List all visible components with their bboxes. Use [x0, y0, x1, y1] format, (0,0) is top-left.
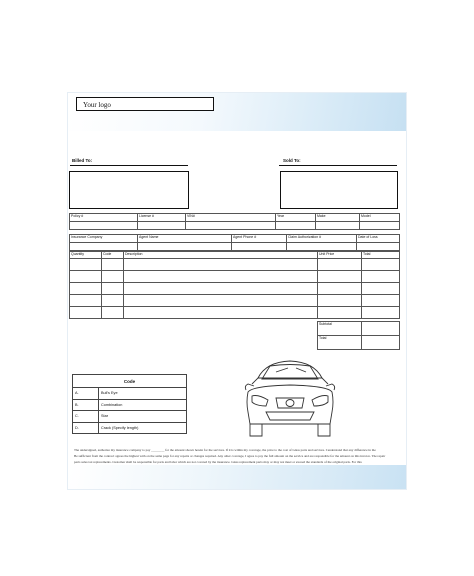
sold-to-rule — [279, 165, 397, 166]
code-letter: C. — [73, 411, 99, 423]
sold-to-box[interactable] — [280, 171, 398, 209]
make-field[interactable] — [316, 222, 360, 230]
footer-band — [68, 465, 406, 489]
billed-to-box[interactable] — [69, 171, 189, 209]
quantity-header: Quantity — [70, 252, 102, 259]
year-label: Year — [276, 214, 316, 222]
date-of-loss-label: Date of Loss — [357, 235, 400, 243]
header-band — [68, 93, 406, 131]
billed-to-rule — [70, 165, 188, 166]
code-table — [72, 374, 187, 434]
code-header: Code — [102, 252, 124, 259]
agent-name-field[interactable] — [138, 243, 232, 251]
unit-price-header: Unit Price — [318, 252, 362, 259]
code-description: Crack (Specify length) — [99, 422, 187, 434]
invoice-document — [68, 93, 406, 489]
statement-line: parts sales tax replacements. Customer shall be responsible for parts and labor which are not covered by the insurance. Glass replacement parts may or may not meet or exceed the standards of the original parts. For this — [74, 460, 362, 465]
agent-phone-field[interactable] — [232, 243, 287, 251]
model-label: Model — [360, 214, 400, 222]
billed-to-label: Billed To: — [72, 158, 93, 163]
code-description: Combination — [99, 399, 187, 411]
sold-to-label: Sold To: — [283, 158, 301, 163]
insurance-company-field[interactable] — [70, 243, 138, 251]
insurance-company-label: Insurance Company — [70, 235, 138, 243]
table-row[interactable] — [70, 271, 400, 283]
table-row[interactable] — [70, 307, 400, 319]
license-number-field[interactable] — [138, 222, 186, 230]
policy-number-field[interactable] — [70, 222, 138, 230]
code-letter: D. — [73, 422, 99, 434]
total-label: Total — [318, 336, 362, 350]
year-field[interactable] — [276, 222, 316, 230]
vehicle-info-table — [69, 213, 400, 230]
subtotal-label: Subtotal — [318, 322, 362, 336]
statement-line: Be sufficient from the contract agrees the highest with on the same page for any repairs or changes required. Any other coverage, I agree to pay the full amount on the service and are responsible for the amount on this invoice. The repair — [74, 454, 386, 459]
claim-authorization-field[interactable] — [287, 243, 357, 251]
statement-line: The undersigned, authorize my insurance company to pay ________ for the amount shown herein for the services. If it is within my coverage, the price to the cost of Glass parts and services. I understand that any difference in the — [74, 448, 376, 452]
car-front-illustration[interactable] — [236, 356, 344, 442]
make-label: Make — [316, 214, 360, 222]
table-row[interactable] — [70, 283, 400, 295]
table-row[interactable] — [70, 259, 400, 271]
code-letter: A. — [73, 388, 99, 400]
license-number-label: License # — [138, 214, 186, 222]
table-row[interactable] — [70, 295, 400, 307]
model-field[interactable] — [360, 222, 400, 230]
date-of-loss-field[interactable] — [357, 243, 400, 251]
policy-number-label: Policy # — [70, 214, 138, 222]
agent-name-label: Agent Name — [138, 235, 232, 243]
insurance-info-table — [69, 234, 400, 251]
description-header: Description — [124, 252, 318, 259]
claim-authorization-label: Claim Authorization # — [287, 235, 357, 243]
subtotal-field[interactable] — [362, 322, 400, 336]
code-table-title: Code — [73, 375, 187, 388]
code-description: Star — [99, 411, 187, 423]
total-field[interactable] — [362, 336, 400, 350]
agent-phone-label: Agent Phone # — [232, 235, 287, 243]
vin-field[interactable] — [186, 222, 276, 230]
vin-label: VIN# — [186, 214, 276, 222]
totals-table — [317, 321, 400, 350]
code-description: Bull's Eye — [99, 388, 187, 400]
total-header: Total — [362, 252, 400, 259]
line-items-table — [69, 251, 400, 319]
logo-placeholder: Your logo — [76, 97, 214, 111]
code-letter: B. — [73, 399, 99, 411]
